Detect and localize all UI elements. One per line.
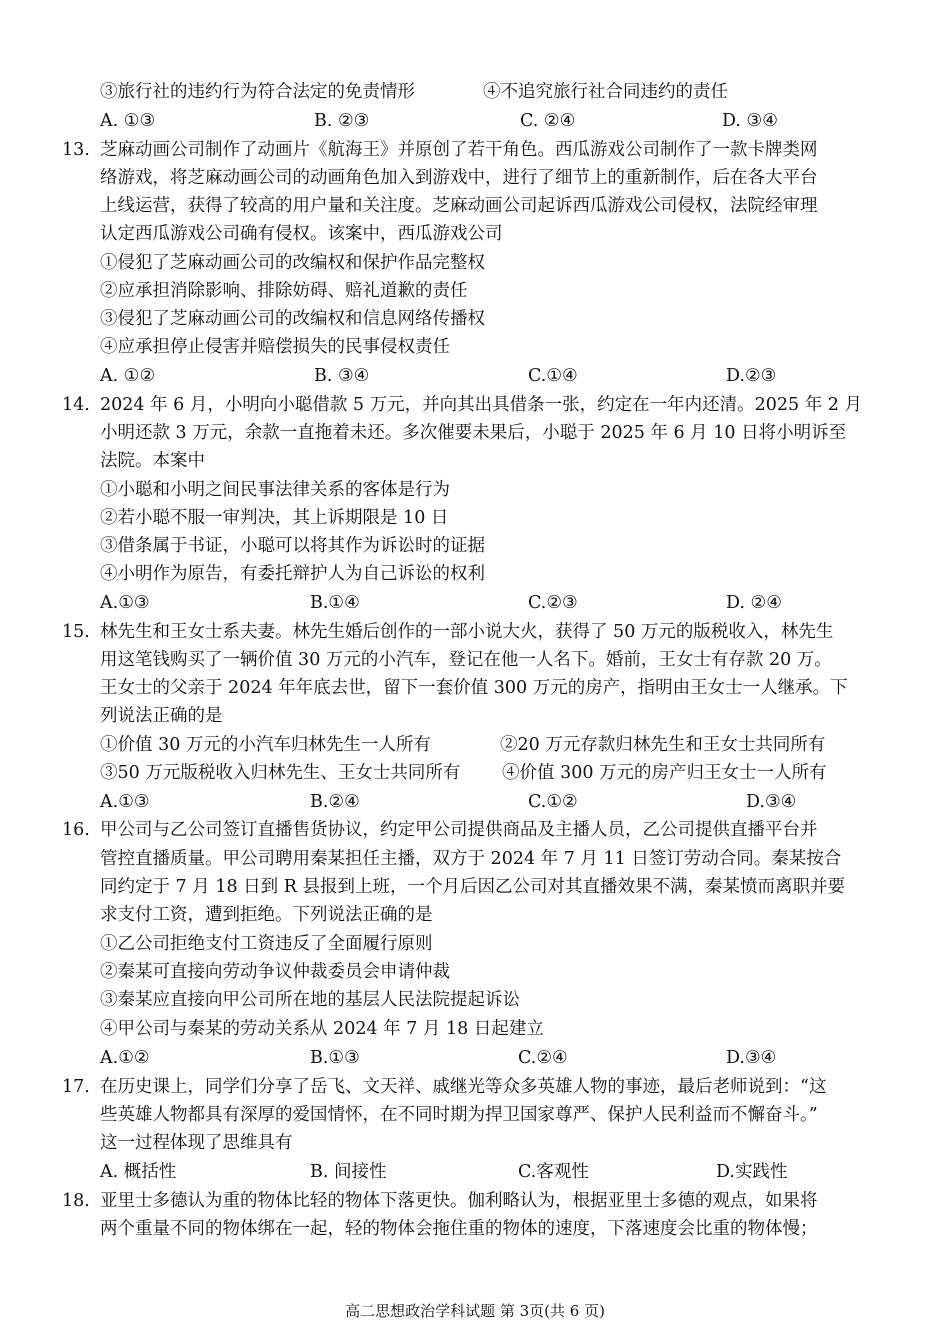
- q15-stem-line: 王女士的父亲于 2024 年年底去世，留下一套价值 300 万元的房产，指明由王女士一人继承。下: [100, 678, 848, 698]
- q13-statement-1: ①侵犯了芝麻动画公司的改编权和保护作品完整权: [100, 253, 485, 273]
- q16-option-a: A.①②: [100, 1048, 150, 1068]
- q16-stem-line: 甲公司与乙公司签订直播售货协议，约定甲公司提供商品及主播人员，乙公司提供直播平台并: [100, 820, 818, 840]
- q13-stem-line: 上线运营，获得了较高的用户量和关注度。芝麻动画公司起诉西瓜游戏公司侵权，法院经审理: [100, 196, 818, 216]
- q12-option-c: C. ②④: [520, 111, 576, 131]
- q16-stem-line: 求支付工资，遭到拒绝。下列说法正确的是: [100, 905, 433, 925]
- question-number: 14.: [62, 395, 90, 415]
- q15-stem-line: 林先生和王女士系夫妻。林先生婚后创作的一部小说大火，获得了 50 万元的版税收入，林先生: [100, 622, 834, 642]
- q14-statement-3: ③借条属于书证，小聪可以将其作为诉讼时的证据: [100, 536, 485, 556]
- q14-option-a: A.①③: [100, 593, 150, 613]
- q14-stem-line: 小明还款 3 万元，余款一直拖着未还。多次催要未果后，小聪于 2025 年 6 月 10 日将小明诉至: [100, 423, 847, 443]
- q17-option-b: B. 间接性: [310, 1162, 387, 1182]
- q16-statement-2: ②秦某可直接向劳动争议仲裁委员会申请仲裁: [100, 962, 450, 982]
- q16-stem-line: 同约定于 7 月 18 日到 R 县报到上班，一个月后因乙公司对其直播效果不满，秦某愤而离职并要: [100, 877, 845, 897]
- q13-stem-line: 络游戏，将芝麻动画公司的动画角色加入到游戏中，进行了细节上的重新制作，后在各大平台: [100, 168, 818, 188]
- q15-stem-line: 用这笔钱购买了一辆价值 30 万元的小汽车，登记在他一人名下。婚前，王女士有存款 20 万。: [100, 650, 832, 670]
- q17-stem-line: 这一过程体现了思维具有: [100, 1133, 293, 1153]
- q12-option-a: A. ①③: [100, 111, 156, 131]
- q15-option-b: B.②④: [310, 792, 360, 812]
- q16-option-c: C.②④: [518, 1048, 568, 1068]
- q14-option-b: B.①④: [310, 593, 360, 613]
- q14-statement-2: ②若小聪不服一审判决，其上诉期限是 10 日: [100, 508, 449, 528]
- question-number: 17.: [62, 1077, 90, 1097]
- q14-stem-line: 2024 年 6 月，小明向小聪借款 5 万元，并向其出具借条一张，约定在一年内还清。2025 年 2 月: [100, 395, 862, 415]
- q16-statement-4: ④甲公司与秦某的劳动关系从 2024 年 7 月 18 日起建立: [100, 1019, 544, 1039]
- q13-statement-2: ②应承担消除影响、排除妨碍、赔礼道歉的责任: [100, 281, 468, 301]
- q16-option-d: D.③④: [726, 1048, 777, 1068]
- question-number: 13.: [62, 140, 90, 160]
- q13-statement-3: ③侵犯了芝麻动画公司的改编权和信息网络传播权: [100, 309, 485, 329]
- q14-stem-line: 法院。本案中: [100, 451, 205, 471]
- q14-statement-1: ①小聪和小明之间民事法律关系的客体是行为: [100, 480, 450, 500]
- q17-option-c: C.客观性: [518, 1162, 589, 1182]
- q18-stem-line: 亚里士多德认为重的物体比轻的物体下落更快。伽利略认为，根据亚里士多德的观点，如果将: [100, 1191, 818, 1211]
- q12-option-b: B. ②③: [314, 111, 370, 131]
- q15-statement-1: ①价值 30 万元的小汽车归林先生一人所有: [100, 735, 431, 755]
- q16-statement-1: ①乙公司拒绝支付工资违反了全面履行原则: [100, 934, 433, 954]
- question-number: 16.: [62, 820, 90, 840]
- q12-statement-4: ④不追究旅行社合同违约的责任: [483, 82, 728, 102]
- q13-option-c: C.①④: [528, 366, 578, 386]
- q13-option-d: D.②③: [726, 366, 777, 386]
- q15-stem-line: 列说法正确的是: [100, 706, 223, 726]
- q13-option-b: B. ③④: [314, 366, 370, 386]
- q15-option-c: C.①②: [528, 792, 578, 812]
- q12-option-d: D. ③④: [722, 111, 778, 131]
- question-number: 15.: [62, 622, 90, 642]
- q17-stem-line: 在历史课上，同学们分享了岳飞、文天祥、戚继光等众多英雄人物的事迹，最后老师说到：“这: [100, 1077, 827, 1097]
- q13-statement-4: ④应承担停止侵害并赔偿损失的民事侵权责任: [100, 337, 450, 357]
- q17-option-a: A. 概括性: [100, 1162, 177, 1182]
- q15-statement-4: ④价值 300 万元的房产归王女士一人所有: [502, 763, 827, 783]
- q16-stem-line: 管控直播质量。甲公司聘用秦某担任主播，双方于 2024 年 7 月 11 日签订劳动合同。秦某按合: [100, 849, 842, 869]
- q17-stem-line: 些英雄人物都具有深厚的爱国情怀，在不同时期为捍卫国家尊严、保护人民利益而不懈奋斗。”: [100, 1105, 818, 1125]
- q13-stem-line: 芝麻动画公司制作了动画片《航海王》并原创了若干角色。西瓜游戏公司制作了一款卡牌类网: [100, 140, 818, 160]
- q14-statement-4: ④小明作为原告，有委托辩护人为自己诉讼的权利: [100, 564, 485, 584]
- q13-stem-line: 认定西瓜游戏公司确有侵权。该案中，西瓜游戏公司: [100, 224, 503, 244]
- q15-statement-3: ③50 万元版税收入归林先生、王女士共同所有: [100, 763, 461, 783]
- q15-option-d: D.③④: [746, 792, 797, 812]
- q14-option-d: D. ②④: [726, 593, 782, 613]
- page-footer: 高二思想政治学科试题 第 3页(共 6 页): [345, 1302, 605, 1320]
- q12-statement-3: ③旅行社的违约行为符合法定的免责情形: [100, 82, 415, 102]
- q13-option-a: A. ①②: [100, 366, 156, 386]
- q15-statement-2: ②20 万元存款归林先生和王女士共同所有: [500, 735, 826, 755]
- question-number: 18.: [62, 1191, 90, 1211]
- q15-option-a: A.①③: [100, 792, 150, 812]
- q18-stem-line: 两个重量不同的物体绑在一起，轻的物体会拖住重的物体的速度，下落速度会比重的物体慢；: [100, 1219, 818, 1239]
- q16-statement-3: ③秦某应直接向甲公司所在地的基层人民法院提起诉讼: [100, 990, 520, 1010]
- q14-option-c: C.②③: [528, 593, 578, 613]
- q16-option-b: B.①③: [310, 1048, 360, 1068]
- q17-option-d: D.实践性: [716, 1162, 788, 1182]
